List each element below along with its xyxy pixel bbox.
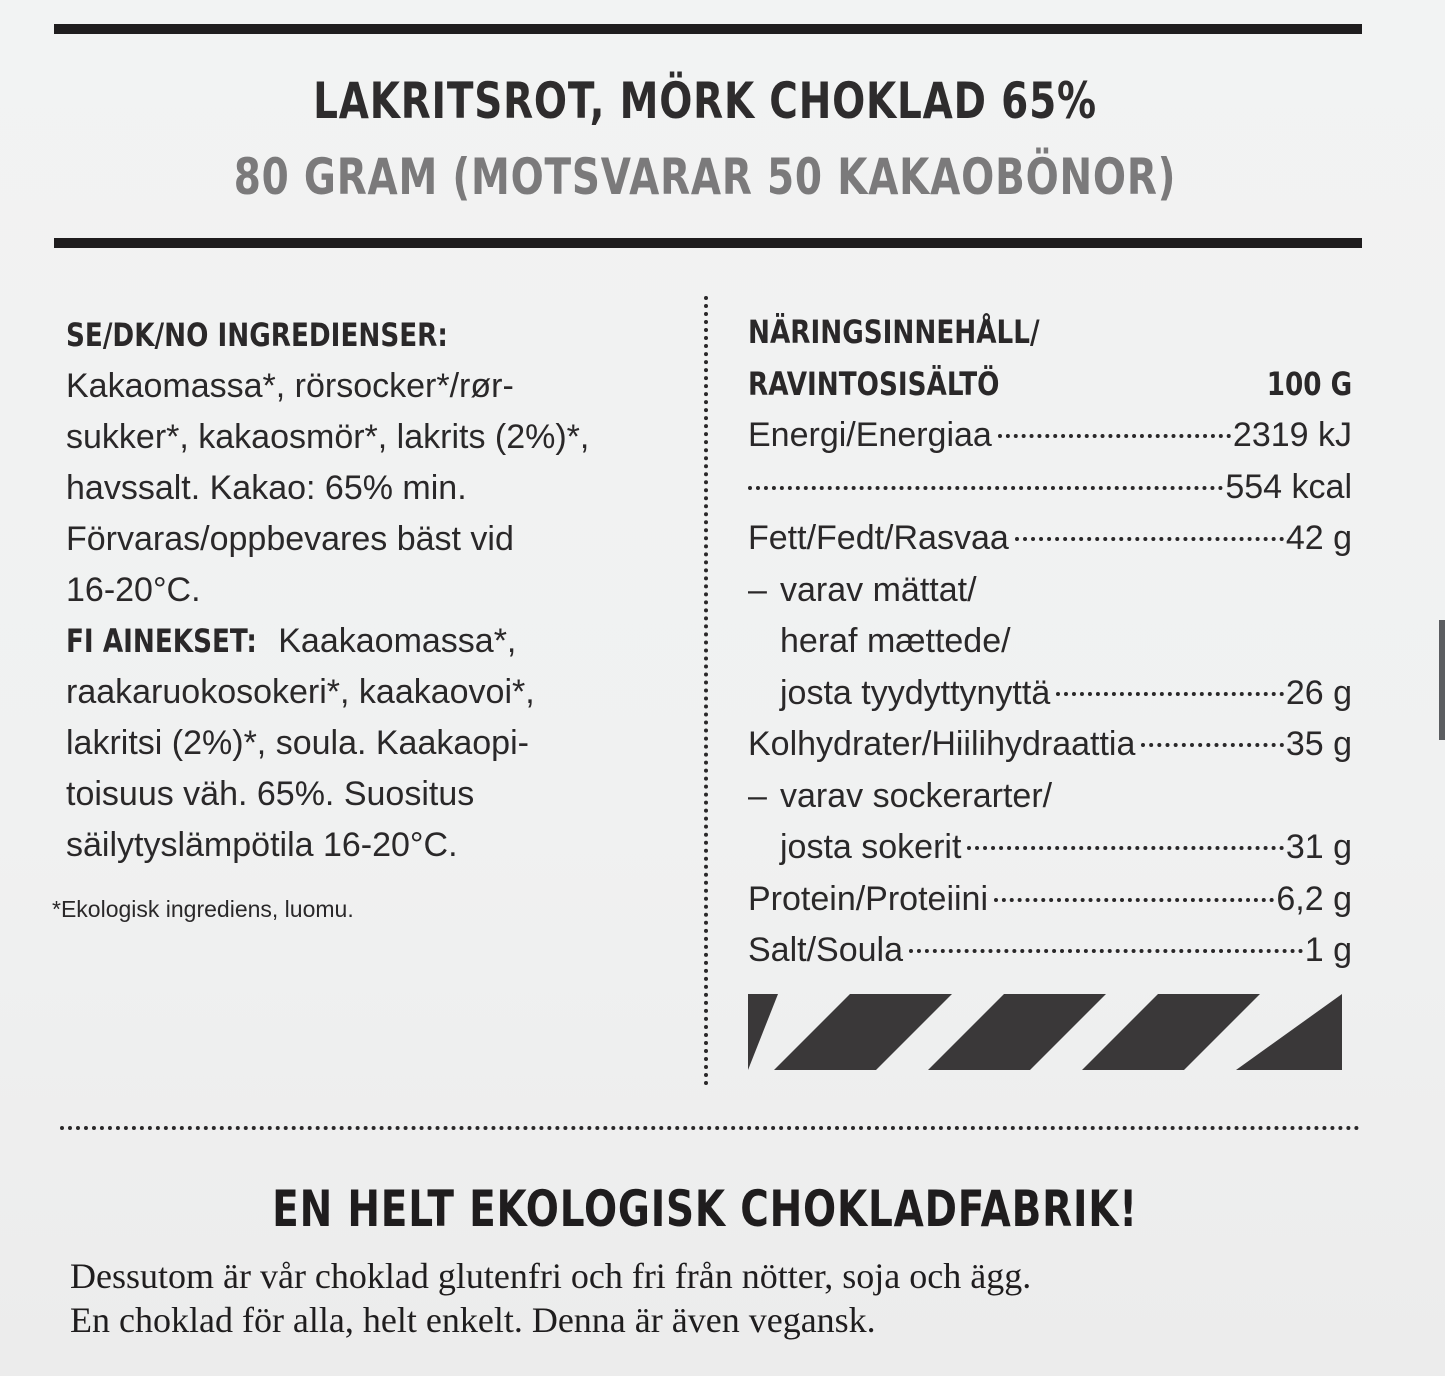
- ingredients-line: toisuus väh. 65%. Suositus: [66, 775, 475, 813]
- dash-icon: –: [748, 570, 767, 609]
- nutrition-column: [748, 306, 1352, 977]
- nutrition-row-kcal: 554 kcal: [748, 462, 1352, 514]
- nutrition-row-saturated-1: – varav mättat/: [748, 565, 1352, 617]
- per-100g-label: 100 G: [1266, 365, 1352, 403]
- footer-text: [70, 1254, 1031, 1342]
- nutrition-row-salt: Salt/Soula 1 g: [748, 931, 1352, 969]
- ingredients-line: Kaakaomassa*,: [278, 622, 517, 660]
- se-ingredients-heading: SE/DK/NO INGREDIENSER:: [66, 316, 448, 354]
- header-rule: [54, 238, 1362, 248]
- dash-icon: –: [748, 776, 767, 815]
- nutrition-row-sugars-1: – varav sockerarter/: [748, 771, 1352, 823]
- stripe-pattern: [748, 994, 1348, 1070]
- column-divider: [704, 296, 708, 1086]
- nutrition-heading-2: RAVINTOSISÄLTÖ: [748, 365, 1000, 403]
- fi-ingredients-heading: FI AINEKSET:: [66, 622, 257, 660]
- section-divider: [60, 1126, 1360, 1130]
- stripe: [1082, 994, 1260, 1070]
- ingredients-column: [66, 310, 696, 871]
- top-rule: [54, 24, 1362, 34]
- nutrition-row-protein: Protein/Proteiini 6,2 g: [748, 879, 1352, 918]
- stripe: [748, 994, 778, 1070]
- package-edge: [1439, 620, 1445, 740]
- ingredients-line: Kakaomassa*, rörsocker*/rør-: [66, 367, 514, 405]
- stripe: [928, 994, 1106, 1070]
- ingredients-line: havssalt. Kakao: 65% min.: [66, 469, 467, 507]
- product-subtitle: 80 GRAM (MOTSVARAR 50 KAKAOBÖNOR): [233, 148, 1177, 206]
- nutrition-row-carbs: Kolhydrater/Hiilihydraattia 35 g: [748, 725, 1352, 763]
- stripe: [1236, 994, 1342, 1070]
- nutrition-row-saturated-2: heraf mættede/: [780, 622, 1011, 660]
- ingredients-line: säilytyslämpötila 16-20°C.: [66, 826, 458, 864]
- ingredients-line: sukker*, kakaosmör*, lakrits (2%)*,: [66, 418, 590, 456]
- ingredients-line: lakritsi (2%)*, soula. Kaakaopi-: [66, 724, 529, 762]
- footer-title: EN HELT EKOLOGISK CHOKLADFABRIK!: [272, 1180, 1138, 1238]
- footer-text-line: Dessutom är vår choklad glutenfri och fri från nötter, soja och ägg.: [70, 1256, 1032, 1296]
- nutrition-heading: NÄRINGSINNEHÅLL/: [748, 313, 1040, 351]
- ingredients-line: Förvaras/oppbevares bäst vid: [66, 520, 514, 558]
- ingredients-line: 16-20°C.: [66, 571, 201, 609]
- footer-text-line: En choklad för alla, helt enkelt. Denna är även vegansk.: [70, 1300, 876, 1340]
- product-title: LAKRITSROT, MÖRK CHOKLAD 65%: [313, 72, 1097, 130]
- organic-footnote: *Ekologisk ingrediens, luomu.: [52, 896, 354, 922]
- nutrition-row-fat: Fett/Fedt/Rasvaa 42 g: [748, 519, 1352, 557]
- stripe: [774, 994, 952, 1070]
- nutrition-row-saturated-3: josta tyydyttynyttä 26 g: [780, 673, 1352, 712]
- nutrition-row-sugars-2: josta sokerit 31 g: [780, 828, 1352, 866]
- nutrition-row-energy: Energi/Energiaa 2319 kJ: [748, 416, 1352, 454]
- ingredients-line: raakaruokosokeri*, kaakaovoi*,: [66, 673, 535, 711]
